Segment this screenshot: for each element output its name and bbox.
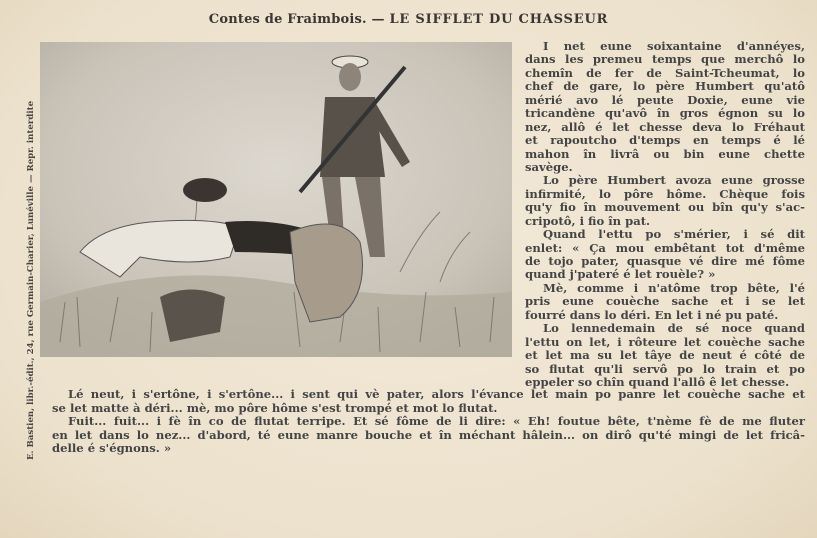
text-line: qu'y fio în mouvement ou bîn qu'y s'ac- [525, 200, 805, 215]
story-text-bottom [52, 388, 805, 456]
postcard-title [0, 12, 817, 27]
text-line: infirmité, lo pôre hôme. Chèque fois [525, 186, 805, 201]
hunter-illustration [40, 42, 512, 357]
series-title: Contes de Fraimbois. — [208, 12, 385, 27]
text-line: enlet: « Ça mou embêtant tot d'même [525, 240, 805, 255]
text-line: Mè, comme i n'atôme trop bête, l'é [543, 280, 805, 295]
text-line: nez, allô é let chesse deva lo Fréhaut [525, 119, 805, 134]
text-line: so flutat qu'li servô po lo train et po [525, 361, 805, 376]
text-line: eppeler so chîn quand l'allô ê let chesse. [525, 374, 790, 389]
text-line: en let dans lo nez... d'abord, té eune manre bouche et în méchant hâlein... on dirô qu'té mingi de let fricâ- [52, 427, 805, 442]
text-line: et let ma su let tâye de neut é côté de [525, 348, 805, 363]
text-line: savège. [525, 159, 573, 174]
text-line: chemîn de fer de Saint-Tcheumat, lo [525, 65, 805, 80]
text-line: l'ettu on let, i rôteure let couèche sache [525, 334, 805, 349]
text-line: delle é s'égnons. » [52, 441, 172, 456]
text-line: Lé neut, i s'ertône, i s'ertône... i sent qui vè pater, alors l'évance let main po panre let couèche sache et [68, 387, 805, 401]
text-line: chef de gare, lo père Humbert qu'atô [525, 79, 805, 94]
text-line: pris eune couèche sache et i se let [525, 294, 805, 309]
text-line: dans les premeu temps que merchô lo [525, 52, 805, 67]
text-line: tricandène qu'avô în gros égnon su lo [525, 106, 805, 121]
text-line: de tojo pater, quasque vé dire mé fôme [525, 254, 805, 268]
story-text-column [525, 40, 805, 389]
text-line: et rapoutcho d'temps en temps é lé [525, 133, 805, 148]
publisher-line: E. Bastien, libr.-édit., 24, rue Germain-Charier, Lunéville — Repr. interdite [26, 100, 36, 460]
text-line: quand j'pateré é let rouèle? » [525, 267, 716, 282]
text-line: mahon în livrâ ou bin eune chette [525, 146, 805, 161]
text-line: cripotô, i fio în pat. [525, 213, 651, 228]
text-line: fourré dans lo déri. En let i né pu paté. [525, 307, 779, 322]
text-line: mérié avo lé peute Doxie, eune vie [525, 92, 805, 107]
text-line: Lo lennedemain de sé noce quand [543, 321, 805, 336]
text-line: I net eune soixantaine d'annéyes, [543, 39, 805, 53]
text-line: Lo père Humbert avoza eune grosse [543, 173, 805, 188]
text-line: se let matte à déri... mè, mo pôre hôme s'est trompé et mot lo flutat. [52, 400, 498, 415]
text-line: Quand l'ettu po s'mérier, i sé dit [543, 227, 805, 242]
text-line: Fuit... fuit... i fè în co de flutat terripe. Et sé fôme de li dire: « Eh! foutue bête, t'nème fè de me fluter [68, 414, 805, 429]
story-title: LE SIFFLET DU CHASSEUR [389, 12, 609, 27]
